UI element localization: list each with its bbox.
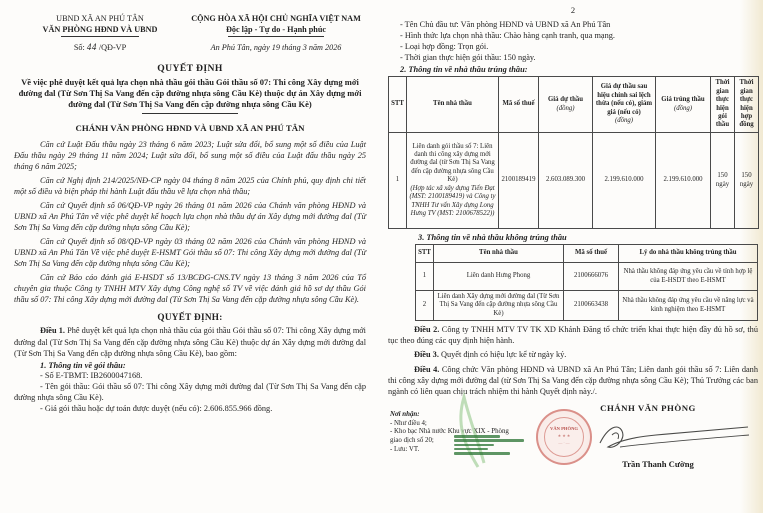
seal-text: VĂN PHÒNG — [550, 426, 578, 432]
number-handwritten: 44 — [86, 42, 97, 52]
seal-decorative-line: ★ ★ ★ — [557, 433, 571, 439]
col-gia-sau-hieu-chinh-sub: (đồng) — [614, 117, 634, 125]
cell2-stt: 2 — [416, 291, 434, 321]
col2-ma-so-thue: Mã số thuế — [564, 245, 619, 263]
col-gia-sau-hieu-chinh-main: Giá dự thầu sau hiệu chỉnh sai lệch thừa (nếu có), giảm giá (nếu có) — [595, 83, 653, 116]
signer-title: CHÁNH VĂN PHÒNG — [600, 403, 696, 414]
bullet-chu-dau-tu: - Tên Chủ đầu tư: Văn phòng HĐND và UBND xã An Phú Tân — [400, 20, 611, 29]
losing-table-row-2 — [416, 291, 758, 321]
col-thoi-gian-hop-dong: Thời gian thực hiện hợp đồng — [735, 77, 759, 133]
page-1 — [14, 0, 366, 414]
recital-3: Căn cứ Quyết định số 06/QĐ-VP ngày 26 tháng 01 năm 2026 của Chánh văn phòng HĐND và UBND xã An Phú Tân về việc phê duyệt kế hoạch lựa chọn nhà thầu dự án Xây dựng mới đường đal (Từ Sơn Thị Sa Vang đến cặp đường nhựa sông Cầu Kè); — [14, 200, 366, 232]
bullet-etbmt: - Số E-TBMT: IB2600047168. — [40, 370, 143, 380]
section-2-heading: 2. Thông tin về nhà thầu trúng thầu: — [400, 65, 528, 74]
signer-name: Trần Thanh Cường — [622, 459, 694, 470]
col2-stt: STT — [416, 245, 434, 263]
article-3 — [388, 349, 758, 360]
cell2-mst: 2100663438 — [564, 291, 619, 321]
cell-ten-nha-thau — [407, 133, 499, 229]
cell-gia-trung-thau: 2.199.610.000 — [656, 133, 711, 229]
issuing-org-block — [14, 14, 186, 54]
subtitle-underline — [142, 113, 238, 114]
winning-bidder-table — [388, 76, 759, 229]
col-gia-trung-thau — [656, 77, 711, 133]
cell2-lydo: Nhà thầu không đáp ứng yêu cầu về năng lực và kinh nghiệm theo E-HSMT — [619, 291, 758, 321]
cell2-mst: 2100666076 — [564, 263, 619, 291]
col-ma-so-thue: Mã số thuế — [499, 77, 539, 133]
cell-thoi-gian-goi-thau: 150 ngày — [711, 133, 735, 229]
cell-ten-main: Liên danh gói thầu số 7: Liên danh thi công xây dựng mới đường đal (từ Sơn Thị Sa Vang đến cặp đường nhựa sông Cầu Kè) — [410, 142, 495, 184]
article-4-text: Công chức Văn phòng HĐND và UBND xã An Phú Tân; Liên danh gói thầu số 7: Liên danh thi công xây dựng mới đường đal (từ Sơn Thị Sa Vang đến cặp đường nhựa sông Cầu Kè); Thủ Trưởng các ban ngành có liên quan chịu trách nhiệm thi hành Quyết định này./. — [388, 364, 758, 397]
losing-table-header-row — [416, 245, 758, 263]
section-1-heading: 1. Thông tin về gói thầu: — [40, 360, 126, 370]
cell2-stt: 1 — [416, 263, 434, 291]
seal-decorative-line: — · — — [558, 440, 570, 446]
org-office: VĂN PHÒNG HĐND VÀ UBND — [42, 24, 158, 34]
document-title: QUYẾT ĐỊNH — [157, 62, 223, 74]
losing-bidders-table — [415, 244, 758, 321]
org-parent: UBND XÃ AN PHÚ TÂN — [56, 14, 144, 23]
recital-5: Căn cứ Báo cáo đánh giá E-HSDT số 13/BCĐG-CNS.TV ngày 13 tháng 3 năm 2026 của Tổ chuyên gia thuộc Công ty TNHH MTV Xây dựng Công nghệ số TV về việc đánh giá hồ sơ dự thầu Gói thầu số 07: Thi công Xây dựng mới đường đal (Từ Sơn Thị Sa Vang đến cặp đường nhựa sông Cầu Kè). — [14, 272, 366, 305]
col2-ten-nha-thau: Tên nhà thầu — [434, 245, 564, 263]
col-gia-sau-hieu-chinh — [593, 77, 656, 133]
cell2-lydo: Nhà thầu không đáp ứng yêu cầu về tính hợp lệ của E-HSDT theo E-HSMT — [619, 263, 758, 291]
bullet-ten-goi-thau: - Tên gói thầu: Gói thầu số 07: Thi công Xây dựng mới đường đal (Từ Sơn Thị Sa Vang đến cặp đường nhựa sông Cầu Kè). — [14, 381, 366, 402]
losing-table-row-1 — [416, 263, 758, 291]
cell-thoi-gian-hop-dong: 150 ngày — [735, 133, 759, 229]
authority-heading: CHÁNH VĂN PHÒNG HĐND VÀ UBND XÃ AN PHÚ TÂN — [75, 122, 305, 133]
col-gia-trung-thau-sub: (đồng) — [673, 104, 693, 112]
scan-artifact-leaf — [434, 389, 494, 469]
recital-1: Căn cứ Luật Đấu thầu ngày 23 tháng 6 năm 2023; Luật sửa đổi, bổ sung một số điều của Luật Đấu thầu ngày 29 tháng 11 năm 2024; Luật sửa đổi, bổ sung một số điều của Luật đấu thầu ngày 25 tháng 6 năm 2025; — [14, 139, 366, 171]
cell-gia-sau-hieu-chinh: 2.199.610.000 — [593, 133, 656, 229]
page1-header — [14, 14, 366, 54]
bullet-thoi-gian: - Thời gian thực hiện gói thầu: 150 ngày. — [400, 53, 536, 62]
winning-table-row — [389, 133, 759, 229]
page-number: 2 — [570, 5, 576, 15]
article-1-text: Phê duyệt kết quả lựa chọn nhà thầu của gói thầu Gói thầu số 07: Thi công Xây dựng mới đường đal (Từ Sơn Thị Sa Vang đến cặp đường nhựa sông Cầu Kè) thuộc dự án Xây dựng mới đường đal (Từ Sơn Thị Sa Vang đến cặp đường nhựa sông Cầu Kè), bao gồm: — [14, 326, 366, 358]
motto-underline — [228, 36, 324, 37]
digital-signature-line — [454, 435, 500, 438]
digital-signature-line — [454, 439, 524, 442]
article-2-text: Công ty TNHH MTV TV TK XD Khánh Đăng tổ chức triển khai thực hiện đầy đủ hồ sơ, thủ tục theo đúng các quy định hiện hành. — [388, 325, 758, 346]
cell2-ten: Liên danh Xây dựng mới đường đal (Từ Sơn Thị Sa Vang đến cặp đường nhựa sông Cầu Kè) — [434, 291, 564, 321]
col2-ly-do: Lý do nhà thầu không trúng thầu — [619, 245, 758, 263]
cell2-ten: Liên danh Hưng Phong — [434, 263, 564, 291]
signature-footer — [388, 403, 758, 475]
recipient-3: - Lưu: VT. — [390, 445, 420, 453]
digital-signature-line — [454, 448, 488, 451]
recital-4: Căn cứ Quyết định số 08/QĐ-VP ngày 03 tháng 02 năm 2026 của Chánh văn phòng HĐND và UBND xã An Phú Tân Về việc phê duyệt E-HSMT Gói thầu số 07: Thi công Xây dựng mới đường đal (Từ Sơn Thị Sa Vang đến cặp đường nhựa sông Cầu Kè); — [14, 236, 366, 269]
bullet-hinh-thuc: - Hình thức lựa chọn nhà thầu: Chào hàng cạnh tranh, qua mạng. — [400, 31, 615, 40]
digital-signature-line — [454, 452, 510, 455]
org-underline — [61, 36, 139, 37]
document-number — [14, 42, 186, 54]
national-motto-block — [186, 14, 366, 54]
col-stt: STT — [389, 77, 407, 133]
signature-area — [540, 403, 756, 475]
article-4-label: Điều 4. — [414, 364, 440, 374]
col-gia-trung-thau-main: Giá trúng thầu — [661, 96, 705, 104]
col-gia-du-thau — [539, 77, 593, 133]
col-gia-du-thau-sub: (đồng) — [556, 104, 575, 112]
article-1-label: Điều 1. — [40, 326, 65, 336]
winning-table-header-row — [389, 77, 759, 133]
recipients-label: Nơi nhận: — [390, 411, 420, 419]
number-label: Số: — [73, 43, 85, 52]
bullet-loai-hop-dong: - Loại hợp đồng: Trọn gói. — [400, 42, 489, 51]
col-ten-nha-thau: Tên nhà thầu — [407, 77, 499, 133]
dateline: An Phú Tân, ngày 19 tháng 3 năm 2026 — [210, 43, 342, 52]
recipient-2: - Kho bạc Nhà nước Khu vực XIX - Phòng giao dịch số 20; — [390, 428, 509, 444]
article-3-label: Điều 3. — [414, 350, 439, 360]
col-gia-du-thau-main: Giá dự thầu — [547, 96, 584, 104]
cell-gia-du-thau: 2.603.089.300 — [539, 133, 593, 229]
article-3-text: Quyết định có hiệu lực kể từ ngày ký. — [440, 350, 567, 360]
decision-heading: QUYẾT ĐỊNH: — [157, 312, 223, 323]
digital-signature-line — [454, 444, 494, 447]
cell-ten-note: (Hợp tác xã xây dựng Tiến Đạt (MST: 2100189419) và Công ty TNHH Tư vấn Xây dựng Long Hưng TV (MST: 2100678522)) — [409, 184, 496, 217]
page-2 — [388, 0, 758, 475]
cell-stt: 1 — [389, 133, 407, 229]
digital-signature-block — [454, 435, 526, 456]
article-2-label: Điều 2. — [414, 325, 440, 334]
section-3-heading: 3. Thông tin về nhà thầu không trúng thầu — [418, 233, 567, 242]
col-thoi-gian-goi-thau: Thời gian thực hiện gói thầu — [711, 77, 735, 133]
recital-2: Căn cứ Nghị định 214/2025/NĐ-CP ngày 04 tháng 8 năm 2025 của Chính phủ, quy định chi tiết một số điều và biện pháp thi hành Luật đấu thầu về lựa chọn nhà thầu; — [14, 175, 366, 196]
national-line2: Độc lập - Tự do - Hạnh phúc — [225, 24, 327, 34]
cell-ma-so-thue: 2100189419 — [499, 133, 539, 229]
article-1 — [14, 325, 366, 359]
article-2 — [388, 324, 758, 346]
bullet-gia-goi-thau: - Giá gói thầu hoặc dự toán được duyệt (nếu có): 2.606.855.966 đồng. — [40, 403, 273, 413]
handwritten-signature — [560, 413, 750, 459]
recipient-1: - Như điều 4; — [390, 419, 427, 427]
national-line1: CỘNG HÒA XÃ HỘI CHỦ NGHĨA VIỆT NAM — [191, 14, 361, 23]
number-suffix: /QĐ-VP — [98, 43, 127, 52]
document-subtitle: Về việc phê duyệt kết quả lựa chọn nhà thầu gói thầu Gói thầu số 07: Thi công Xây dựng mới đường đal (Từ Sơn Thị Sa Vang đến cặp đường nhựa sông Cầu Kè) thuộc dự án Xây dựng mới đường đal (Từ Sơn Thị Sa Vang đến cặp đường nhựa sông Cầu Kè) — [18, 76, 362, 109]
